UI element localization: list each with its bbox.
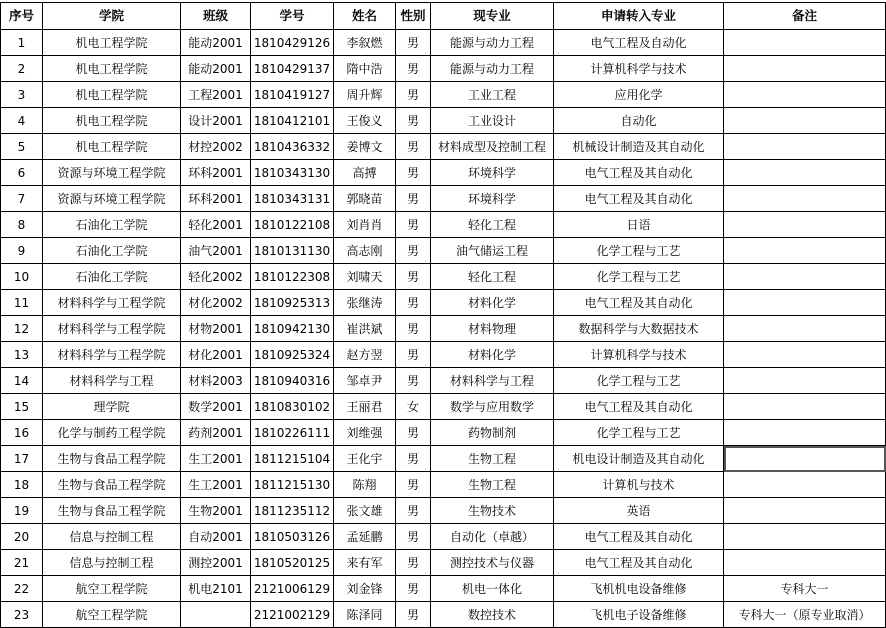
- cell-college[interactable]: 生物与食品工程学院: [43, 446, 181, 472]
- cell-index[interactable]: 8: [1, 212, 43, 238]
- cell-current-major[interactable]: 轻化工程: [431, 264, 554, 290]
- table-row: [1, 420, 886, 446]
- cell-remark[interactable]: [724, 212, 886, 238]
- cell-class[interactable]: 数学2001: [181, 394, 251, 420]
- cell-college[interactable]: 航空工程学院: [43, 602, 181, 628]
- cell-gender[interactable]: 男: [396, 82, 431, 108]
- cell-current-major[interactable]: 能源与动力工程: [431, 30, 554, 56]
- cell-target-major[interactable]: 电气工程及其自动化: [554, 160, 724, 186]
- header-class[interactable]: 班级: [181, 3, 251, 30]
- cell-student-id[interactable]: 1810419127: [251, 82, 334, 108]
- cell-student-id[interactable]: 1810429126: [251, 30, 334, 56]
- cell-gender[interactable]: 男: [396, 186, 431, 212]
- table-row: [1, 30, 886, 56]
- cell-gender[interactable]: 男: [396, 134, 431, 160]
- cell-remark[interactable]: [724, 238, 886, 264]
- cell-gender[interactable]: 男: [396, 368, 431, 394]
- cell-current-major[interactable]: 材料化学: [431, 290, 554, 316]
- cell-gender[interactable]: 男: [396, 212, 431, 238]
- table-row: [1, 134, 886, 160]
- cell-gender[interactable]: 男: [396, 472, 431, 498]
- table-row: [1, 550, 886, 576]
- cell-gender[interactable]: 男: [396, 30, 431, 56]
- cell-current-major[interactable]: 环境科学: [431, 160, 554, 186]
- cell-student-id[interactable]: 1811215130: [251, 472, 334, 498]
- cell-name[interactable]: 张继涛: [334, 290, 396, 316]
- cell-name[interactable]: 刘啸天: [334, 264, 396, 290]
- cell-student-id[interactable]: 1811235112: [251, 498, 334, 524]
- cell-current-major[interactable]: 工业设计: [431, 108, 554, 134]
- cell-name[interactable]: 陈翔: [334, 472, 396, 498]
- cell-target-major[interactable]: 数据科学与大数据技术: [554, 316, 724, 342]
- cell-student-id[interactable]: 1810343131: [251, 186, 334, 212]
- table-row: [1, 290, 886, 316]
- cell-index[interactable]: 16: [1, 420, 43, 446]
- cell-index[interactable]: 3: [1, 82, 43, 108]
- table-row: [1, 82, 886, 108]
- cell-index[interactable]: 6: [1, 160, 43, 186]
- cell-class[interactable]: 自动2001: [181, 524, 251, 550]
- cell-gender[interactable]: 男: [396, 576, 431, 602]
- table-row: [1, 524, 886, 550]
- cell-class[interactable]: 能动2001: [181, 30, 251, 56]
- cell-target-major[interactable]: 化学工程与工艺: [554, 238, 724, 264]
- cell-name[interactable]: 刘金锋: [334, 576, 396, 602]
- cell-name[interactable]: 高搏: [334, 160, 396, 186]
- cell-target-major[interactable]: 化学工程与工艺: [554, 420, 724, 446]
- cell-remark[interactable]: [724, 290, 886, 316]
- cell-name[interactable]: 王丽君: [334, 394, 396, 420]
- cell-target-major[interactable]: 电气工程及其自动化: [554, 524, 724, 550]
- cell-student-id[interactable]: 1810520125: [251, 550, 334, 576]
- cell-remark[interactable]: 专科大一: [724, 576, 886, 602]
- cell-student-id[interactable]: 1810429137: [251, 56, 334, 82]
- cell-target-major[interactable]: 自动化: [554, 108, 724, 134]
- cell-class[interactable]: 环科2001: [181, 186, 251, 212]
- table-row: [1, 264, 886, 290]
- cell-class[interactable]: 生工2001: [181, 472, 251, 498]
- cell-student-id[interactable]: 1811215104: [251, 446, 334, 472]
- cell-target-major[interactable]: 电气工程及其自动化: [554, 394, 724, 420]
- table-row: [1, 316, 886, 342]
- cell-index[interactable]: 14: [1, 368, 43, 394]
- cell-remark[interactable]: [724, 550, 886, 576]
- cell-remark[interactable]: [724, 472, 886, 498]
- cell-remark[interactable]: [724, 82, 886, 108]
- cell-target-major[interactable]: 日语: [554, 212, 724, 238]
- cell-college[interactable]: 机电工程学院: [43, 30, 181, 56]
- cell-current-major[interactable]: 工业工程: [431, 82, 554, 108]
- cell-name[interactable]: 隋中浩: [334, 56, 396, 82]
- cell-target-major[interactable]: 计算机科学与技术: [554, 56, 724, 82]
- cell-target-major[interactable]: 机械设计制造及其自动化: [554, 134, 724, 160]
- cell-class[interactable]: 生物2001: [181, 498, 251, 524]
- cell-college[interactable]: 航空工程学院: [43, 576, 181, 602]
- cell-gender[interactable]: 男: [396, 56, 431, 82]
- cell-remark[interactable]: [724, 30, 886, 56]
- header-gender[interactable]: 性别: [396, 3, 431, 30]
- cell-gender[interactable]: 男: [396, 264, 431, 290]
- cell-student-id[interactable]: 1810226111: [251, 420, 334, 446]
- cell-current-major[interactable]: 材料成型及控制工程: [431, 134, 554, 160]
- cell-remark[interactable]: [724, 420, 886, 446]
- cell-remark[interactable]: [724, 368, 886, 394]
- cell-target-major[interactable]: 机电设计制造及其自动化: [554, 446, 724, 472]
- cell-class[interactable]: 能动2001: [181, 56, 251, 82]
- cell-college[interactable]: 石油化工学院: [43, 212, 181, 238]
- cell-gender[interactable]: 男: [396, 238, 431, 264]
- cell-index[interactable]: 15: [1, 394, 43, 420]
- cell-class[interactable]: 机电2101: [181, 576, 251, 602]
- table-row: [1, 602, 886, 628]
- cell-college[interactable]: 材料科学与工程学院: [43, 316, 181, 342]
- cell-college[interactable]: 机电工程学院: [43, 134, 181, 160]
- cell-name[interactable]: 刘肖肖: [334, 212, 396, 238]
- cell-remark[interactable]: [724, 342, 886, 368]
- cell-remark[interactable]: 专科大一（原专业取消）: [724, 602, 886, 628]
- cell-index[interactable]: 22: [1, 576, 43, 602]
- cell-class[interactable]: [181, 602, 251, 628]
- header-college[interactable]: 学院: [43, 3, 181, 30]
- cell-name[interactable]: 赵方翌: [334, 342, 396, 368]
- cell-class[interactable]: 生工2001: [181, 446, 251, 472]
- cell-index[interactable]: 21: [1, 550, 43, 576]
- cell-college[interactable]: 理学院: [43, 394, 181, 420]
- cell-class[interactable]: 材化2001: [181, 342, 251, 368]
- cell-gender[interactable]: 男: [396, 446, 431, 472]
- header-row: [1, 3, 886, 30]
- cell-current-major[interactable]: 生物工程: [431, 446, 554, 472]
- cell-name[interactable]: 郭晓苗: [334, 186, 396, 212]
- cell-college[interactable]: 生物与食品工程学院: [43, 498, 181, 524]
- cell-index[interactable]: 18: [1, 472, 43, 498]
- cell-remark[interactable]: [724, 524, 886, 550]
- cell-index[interactable]: 10: [1, 264, 43, 290]
- cell-college[interactable]: 机电工程学院: [43, 108, 181, 134]
- cell-target-major[interactable]: 化学工程与工艺: [554, 264, 724, 290]
- cell-student-id[interactable]: 1810122308: [251, 264, 334, 290]
- header-current-major[interactable]: 现专业: [431, 3, 554, 30]
- cell-college[interactable]: 机电工程学院: [43, 82, 181, 108]
- cell-remark[interactable]: [724, 446, 886, 472]
- cell-remark[interactable]: [724, 108, 886, 134]
- cell-class[interactable]: 环科2001: [181, 160, 251, 186]
- cell-remark[interactable]: [724, 160, 886, 186]
- cell-current-major[interactable]: 生物技术: [431, 498, 554, 524]
- cell-class[interactable]: 油气2001: [181, 238, 251, 264]
- cell-gender[interactable]: 男: [396, 160, 431, 186]
- cell-current-major[interactable]: 材料物理: [431, 316, 554, 342]
- table-row: [1, 238, 886, 264]
- cell-name[interactable]: 张文雄: [334, 498, 396, 524]
- table-row: [1, 394, 886, 420]
- cell-name[interactable]: 李叙燃: [334, 30, 396, 56]
- cell-current-major[interactable]: 药物制剂: [431, 420, 554, 446]
- cell-gender[interactable]: 男: [396, 498, 431, 524]
- table-row: [1, 342, 886, 368]
- cell-college[interactable]: 信息与控制工程: [43, 524, 181, 550]
- cell-student-id[interactable]: 1810436332: [251, 134, 334, 160]
- cell-name[interactable]: 崔洪斌: [334, 316, 396, 342]
- cell-student-id[interactable]: 1810925313: [251, 290, 334, 316]
- cell-index[interactable]: 1: [1, 30, 43, 56]
- cell-index[interactable]: 4: [1, 108, 43, 134]
- cell-student-id[interactable]: 1810940316: [251, 368, 334, 394]
- cell-remark[interactable]: [724, 316, 886, 342]
- cell-class[interactable]: 测控2001: [181, 550, 251, 576]
- cell-index[interactable]: 11: [1, 290, 43, 316]
- cell-student-id[interactable]: 1810830102: [251, 394, 334, 420]
- cell-remark[interactable]: [724, 498, 886, 524]
- cell-name[interactable]: 高志刚: [334, 238, 396, 264]
- cell-current-major[interactable]: 数控技术: [431, 602, 554, 628]
- cell-remark[interactable]: [724, 186, 886, 212]
- cell-index[interactable]: 12: [1, 316, 43, 342]
- cell-college[interactable]: 资源与环境工程学院: [43, 186, 181, 212]
- cell-index[interactable]: 23: [1, 602, 43, 628]
- cell-current-major[interactable]: 环境科学: [431, 186, 554, 212]
- cell-name[interactable]: 邹卓尹: [334, 368, 396, 394]
- cell-remark[interactable]: [724, 56, 886, 82]
- table-row: [1, 498, 886, 524]
- cell-student-id[interactable]: 1810131130: [251, 238, 334, 264]
- cell-class[interactable]: 药剂2001: [181, 420, 251, 446]
- cell-current-major[interactable]: 材料科学与工程: [431, 368, 554, 394]
- cell-college[interactable]: 石油化工学院: [43, 264, 181, 290]
- cell-name[interactable]: 陈泽同: [334, 602, 396, 628]
- header-student-id[interactable]: 学号: [251, 3, 334, 30]
- cell-target-major[interactable]: 电气工程及其自动化: [554, 186, 724, 212]
- cell-class[interactable]: 材物2001: [181, 316, 251, 342]
- cell-college[interactable]: 材料科学与工程学院: [43, 290, 181, 316]
- cell-target-major[interactable]: 飞机电子设备维修: [554, 602, 724, 628]
- cell-gender[interactable]: 女: [396, 394, 431, 420]
- cell-student-id[interactable]: 1810925324: [251, 342, 334, 368]
- cell-name[interactable]: 姜博文: [334, 134, 396, 160]
- cell-student-id[interactable]: 2121002129: [251, 602, 334, 628]
- cell-college[interactable]: 机电工程学院: [43, 56, 181, 82]
- cell-target-major[interactable]: 飞机机电设备维修: [554, 576, 724, 602]
- header-index[interactable]: 序号: [1, 3, 43, 30]
- header-name[interactable]: 姓名: [334, 3, 396, 30]
- cell-gender[interactable]: 男: [396, 524, 431, 550]
- cell-class[interactable]: 轻化2001: [181, 212, 251, 238]
- cell-class[interactable]: 材化2002: [181, 290, 251, 316]
- cell-current-major[interactable]: 材料化学: [431, 342, 554, 368]
- cell-college[interactable]: 材料科学与工程学院: [43, 342, 181, 368]
- cell-target-major[interactable]: 应用化学: [554, 82, 724, 108]
- cell-current-major[interactable]: 生物工程: [431, 472, 554, 498]
- cell-student-id[interactable]: 1810942130: [251, 316, 334, 342]
- cell-current-major[interactable]: 数学与应用数学: [431, 394, 554, 420]
- cell-index[interactable]: 13: [1, 342, 43, 368]
- cell-college[interactable]: 资源与环境工程学院: [43, 160, 181, 186]
- cell-name[interactable]: 来有军: [334, 550, 396, 576]
- cell-gender[interactable]: 男: [396, 550, 431, 576]
- cell-class[interactable]: 工程2001: [181, 82, 251, 108]
- cell-student-id[interactable]: 2121006129: [251, 576, 334, 602]
- cell-student-id[interactable]: 1810412101: [251, 108, 334, 134]
- cell-target-major[interactable]: 计算机与技术: [554, 472, 724, 498]
- cell-current-major[interactable]: 机电一体化: [431, 576, 554, 602]
- cell-name[interactable]: 孟延鹏: [334, 524, 396, 550]
- cell-student-id[interactable]: 1810343130: [251, 160, 334, 186]
- cell-class[interactable]: 材料2003: [181, 368, 251, 394]
- cell-remark[interactable]: [724, 264, 886, 290]
- cell-name[interactable]: 王俊义: [334, 108, 396, 134]
- cell-gender[interactable]: 男: [396, 108, 431, 134]
- cell-current-major[interactable]: 油气储运工程: [431, 238, 554, 264]
- cell-gender[interactable]: 男: [396, 420, 431, 446]
- cell-gender[interactable]: 男: [396, 602, 431, 628]
- cell-gender[interactable]: 男: [396, 290, 431, 316]
- header-target-major[interactable]: 申请转入专业: [554, 3, 724, 30]
- cell-current-major[interactable]: 自动化（卓越）: [431, 524, 554, 550]
- cell-index[interactable]: 19: [1, 498, 43, 524]
- cell-college[interactable]: 材料科学与工程: [43, 368, 181, 394]
- table-row: [1, 160, 886, 186]
- cell-college[interactable]: 生物与食品工程学院: [43, 472, 181, 498]
- cell-student-id[interactable]: 1810122108: [251, 212, 334, 238]
- cell-index[interactable]: 17: [1, 446, 43, 472]
- cell-college[interactable]: 化学与制药工程学院: [43, 420, 181, 446]
- cell-current-major[interactable]: 轻化工程: [431, 212, 554, 238]
- header-remark[interactable]: 备注: [724, 3, 886, 30]
- cell-target-major[interactable]: 电气工程及自动化: [554, 30, 724, 56]
- cell-current-major[interactable]: 能源与动力工程: [431, 56, 554, 82]
- cell-index[interactable]: 20: [1, 524, 43, 550]
- cell-target-major[interactable]: 电气工程及其自动化: [554, 290, 724, 316]
- cell-class[interactable]: 轻化2002: [181, 264, 251, 290]
- cell-class[interactable]: 材控2002: [181, 134, 251, 160]
- cell-name[interactable]: 周升辉: [334, 82, 396, 108]
- cell-target-major[interactable]: 计算机科学与技术: [554, 342, 724, 368]
- transfer-list-table: [0, 2, 886, 628]
- cell-college[interactable]: 信息与控制工程: [43, 550, 181, 576]
- cell-gender[interactable]: 男: [396, 342, 431, 368]
- table-row: [1, 472, 886, 498]
- cell-index[interactable]: 9: [1, 238, 43, 264]
- cell-student-id[interactable]: 1810503126: [251, 524, 334, 550]
- table-row: [1, 108, 886, 134]
- cell-target-major[interactable]: 电气工程及其自动化: [554, 550, 724, 576]
- cell-target-major[interactable]: 化学工程与工艺: [554, 368, 724, 394]
- cell-name[interactable]: 王化宇: [334, 446, 396, 472]
- cell-gender[interactable]: 男: [396, 316, 431, 342]
- cell-college[interactable]: 石油化工学院: [43, 238, 181, 264]
- table-row: [1, 56, 886, 82]
- cell-remark[interactable]: [724, 394, 886, 420]
- table-row: [1, 368, 886, 394]
- cell-current-major[interactable]: 测控技术与仪器: [431, 550, 554, 576]
- cell-target-major[interactable]: 英语: [554, 498, 724, 524]
- table-row: [1, 212, 886, 238]
- cell-index[interactable]: 2: [1, 56, 43, 82]
- cell-index[interactable]: 5: [1, 134, 43, 160]
- cell-class[interactable]: 设计2001: [181, 108, 251, 134]
- table-row: [1, 186, 886, 212]
- table-row: [1, 576, 886, 602]
- cell-remark[interactable]: [724, 134, 886, 160]
- cell-name[interactable]: 刘维强: [334, 420, 396, 446]
- cell-index[interactable]: 7: [1, 186, 43, 212]
- table-row: [1, 446, 886, 472]
